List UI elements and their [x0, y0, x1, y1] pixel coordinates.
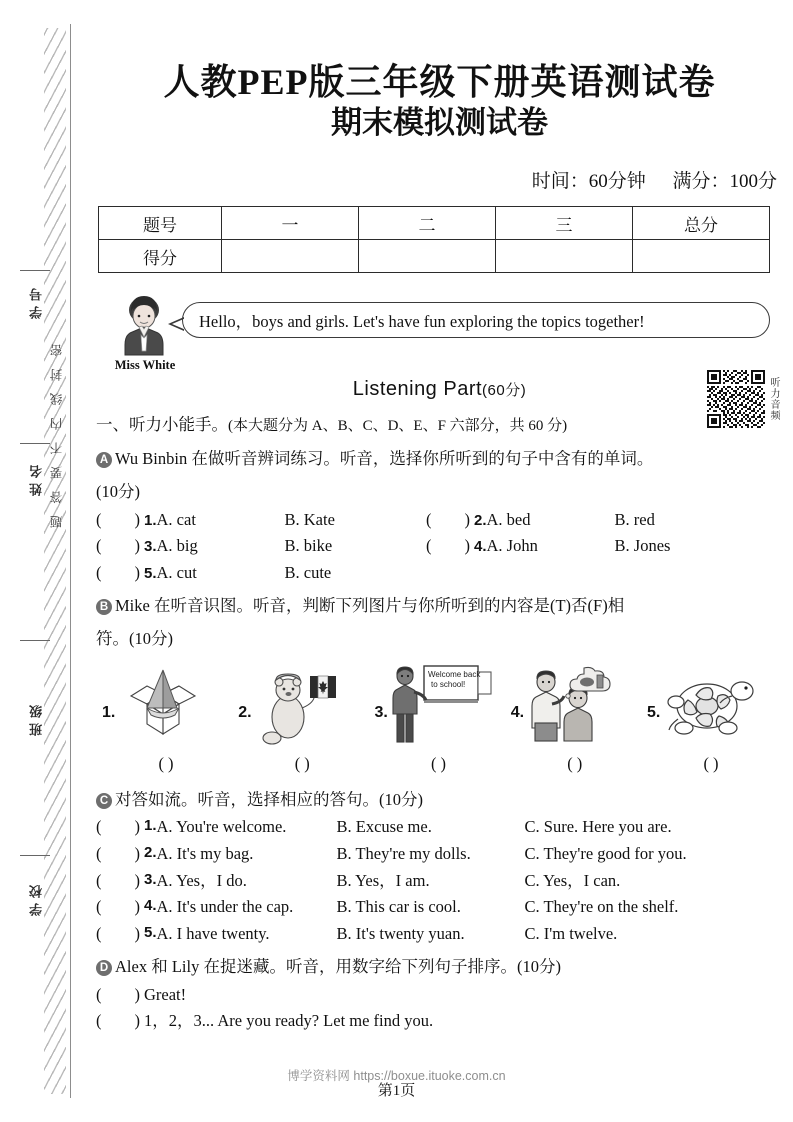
item-number: 5.: [144, 565, 157, 583]
option-b[interactable]: B. They're my dolls.: [336, 844, 471, 864]
section-c-heading: [96, 787, 781, 814]
option-c[interactable]: C. Yes，I can.: [524, 870, 621, 890]
item-number: 5.: [144, 924, 157, 942]
question-row: [96, 507, 781, 534]
option-a[interactable]: A. It's my bag.: [156, 844, 254, 864]
section-b-text2: 符。: [96, 628, 129, 648]
two-boys-thought-bubble-icon: [526, 662, 626, 748]
teacher-at-whiteboard-icon: [390, 662, 496, 748]
option-b[interactable]: B. Excuse me.: [336, 817, 432, 837]
option-b[interactable]: B. bike: [284, 536, 333, 556]
picture-answer-blank[interactable]: ( ): [567, 754, 583, 774]
question-item[interactable]: ( ) 5.A. cut B. cute: [96, 560, 426, 587]
option-a[interactable]: A. bed: [486, 509, 531, 529]
question-row[interactable]: ( ) 2. A. It's my bag. B. They're my dolls. C. They're good for you.: [96, 841, 781, 868]
section-marker-c: C: [96, 793, 112, 809]
footer-watermark: 博学资料网 https://boxue.ituoke.com.cn: [287, 1069, 506, 1083]
sidebar-label-class: 班级: [29, 700, 44, 736]
score-cell-1[interactable]: [222, 240, 359, 273]
question-item[interactable]: ( ) 2.A. bed B. red: [426, 507, 756, 534]
section-d-heading: [96, 954, 781, 981]
section-a-text: Wu Binbin 在做听音辨词练习。听音，选择你所听到的句子中含有的单词。: [115, 449, 654, 469]
listening-part-points: (60分): [482, 382, 527, 400]
option-b[interactable]: B. This car is cool.: [336, 897, 461, 917]
option-b[interactable]: B. red: [614, 509, 655, 529]
score-table: [98, 206, 770, 273]
order-sentence: 1，2，3... Are you ready? Let me find you.: [144, 1011, 434, 1031]
teacher-name: Miss White: [114, 358, 176, 373]
sidebar-seal-text: 题答要不内线封密: [50, 332, 64, 528]
item-number: 3.: [144, 870, 157, 888]
exam-full-score: 满分：100分: [672, 171, 777, 193]
order-sentence: Great!: [144, 984, 187, 1004]
exam-time: 时间：60分钟: [531, 171, 646, 193]
option-a[interactable]: A. You're welcome.: [156, 817, 287, 837]
picture-1: [102, 658, 230, 748]
question-item[interactable]: ( ) 4.A. John B. Jones: [426, 533, 756, 560]
audio-qr-block[interactable]: [707, 370, 779, 428]
speech-bubble: [182, 302, 770, 338]
option-b[interactable]: B. Jones: [614, 536, 671, 556]
exam-page: [86, 0, 793, 1122]
question-row[interactable]: ( ) 5. A. I have twenty. B. It's twenty yuan. C. I'm twelve.: [96, 921, 781, 948]
question-row[interactable]: ( ) 1，2，3... Are you ready? Let me find you.: [96, 1008, 781, 1035]
item-number: 4.: [474, 538, 487, 556]
question-row: [96, 533, 781, 560]
question-item[interactable]: ( ) 1.A. cat B. Kate: [96, 507, 426, 534]
whiteboard-line-2: to school!: [430, 680, 466, 690]
hatch-strip: [44, 28, 66, 1094]
score-header-label: 题号: [99, 207, 222, 240]
score-header-2: 二: [359, 207, 496, 240]
qr-code-icon[interactable]: [707, 370, 765, 428]
question-row: [96, 560, 781, 587]
big-question-1-text: 一、听力小能手。: [96, 415, 228, 435]
option-c[interactable]: C. They're on the shelf.: [524, 897, 679, 917]
sidebar-seam: [20, 640, 50, 641]
score-cell-3[interactable]: [496, 240, 633, 273]
section-b-points: (10分): [129, 628, 173, 648]
picture-row: [102, 658, 775, 748]
option-c[interactable]: C. I'm twelve.: [524, 924, 618, 944]
score-header-total: 总分: [633, 207, 770, 240]
qr-label: 听力音频: [768, 377, 779, 421]
sidebar-seam: [20, 270, 50, 271]
picture-answer-blank[interactable]: ( ): [158, 754, 174, 774]
picture-5: [647, 658, 775, 748]
picture-2: [238, 658, 366, 748]
picture-answer-row: [102, 750, 775, 778]
item-number: 4.: [144, 897, 157, 915]
sidebar-seam: [20, 855, 50, 856]
picture-answer-blank[interactable]: ( ): [430, 754, 447, 774]
section-d-points: (10分): [516, 956, 561, 976]
sidebar-vertical-rule: [70, 24, 71, 1098]
turtle-icon: [662, 662, 762, 748]
section-a-points: (10分): [96, 481, 140, 501]
item-number: 1.: [144, 817, 157, 835]
open-box-with-boat-icon: [117, 662, 209, 748]
item-number: 1.: [144, 511, 157, 529]
section-b-heading-cont: [96, 626, 781, 653]
table-row: [99, 207, 770, 240]
question-row[interactable]: ( ) 1. A. You're welcome. B. Excuse me. C. Sure. Here you are.: [96, 814, 781, 841]
binding-sidebar: [0, 0, 86, 1122]
picture-index: 4.: [510, 703, 525, 721]
option-a[interactable]: A. big: [156, 536, 198, 556]
listening-part-heading: [86, 378, 793, 401]
option-a[interactable]: A. Yes，I do.: [156, 870, 247, 890]
teacher-illustration: [108, 293, 186, 373]
question-item[interactable]: ( ) 3.A. big B. bike: [96, 533, 426, 560]
section-marker-a: A: [96, 452, 112, 468]
section-c-points: (10分): [379, 789, 423, 809]
page-number: 第1页: [377, 1083, 416, 1099]
listening-part-title: Listening Part: [352, 378, 483, 401]
table-row: [99, 240, 770, 273]
section-marker-b: B: [96, 599, 112, 615]
exam-meta: [86, 166, 793, 193]
section-b-heading: [96, 593, 781, 620]
sidebar-seam: [20, 443, 50, 444]
item-number: 2.: [144, 844, 157, 862]
picture-3: [375, 658, 503, 748]
option-b[interactable]: B. cute: [284, 563, 332, 583]
option-b[interactable]: B. Kate: [284, 509, 335, 529]
picture-4: [511, 658, 639, 748]
picture-index: 3.: [374, 703, 388, 721]
score-header-1: 一: [222, 207, 359, 240]
page-title-line1: 人教PEP版三年级下册英语测试卷: [163, 62, 716, 102]
question-row[interactable]: ( ) Great!: [96, 982, 781, 1009]
question-row[interactable]: ( ) 4. A. It's under the cap. B. This car is cool. C. They're on the shelf.: [96, 894, 781, 921]
sidebar-label-school: 学校: [29, 880, 44, 916]
big-question-1: [96, 411, 781, 440]
item-number: 2.: [474, 511, 487, 529]
page-title-line2: 期末模拟测试卷: [331, 105, 548, 141]
big-question-1-note: (本大题分为 A、B、C、D、E、F 六部分，共 60 分): [228, 418, 568, 435]
score-header-3: 三: [496, 207, 633, 240]
exam-body: [96, 411, 781, 1035]
sidebar-label-student-id: 学号: [29, 283, 44, 319]
speech-text: Hello，boys and girls. Let's have fun exploring the topics together!: [199, 312, 645, 332]
picture-index: 1.: [102, 703, 116, 721]
whiteboard-line-1: Welcome back: [427, 670, 481, 680]
option-a[interactable]: A. cut: [156, 563, 197, 583]
sidebar-label-name: 姓名: [29, 460, 44, 496]
section-b-text: Mike 在听音识图。听音，判断下列图片与你所听到的内容是(T)否(F)相: [115, 595, 625, 615]
beaver-with-canada-flag-icon: [254, 662, 346, 748]
option-b[interactable]: B. It's twenty yuan.: [336, 924, 465, 944]
option-a[interactable]: A. John: [486, 536, 538, 556]
score-cell-total[interactable]: [633, 240, 770, 273]
item-number: 3.: [144, 538, 157, 556]
option-b[interactable]: B. Yes，I am.: [336, 870, 430, 890]
option-c[interactable]: C. Sure. Here you are.: [524, 817, 672, 837]
section-c-text: 对答如流。听音，选择相应的答句。: [115, 789, 379, 809]
section-d-text: Alex 和 Lily 在捉迷藏。听音，用数字给下列句子排序。: [115, 956, 517, 976]
option-a[interactable]: A. cat: [156, 509, 196, 529]
picture-answer-blank[interactable]: ( ): [294, 754, 310, 774]
question-row[interactable]: ( ) 3. A. Yes，I do. B. Yes，I am. C. Yes，I can.: [96, 868, 781, 895]
option-a[interactable]: A. I have twenty.: [156, 924, 270, 944]
picture-answer-blank[interactable]: ( ): [703, 754, 719, 774]
section-marker-d: D: [96, 960, 112, 976]
teacher-speech-row: [108, 293, 793, 375]
picture-index: 2.: [238, 703, 252, 721]
score-cell-2[interactable]: [359, 240, 496, 273]
score-row-label: 得分: [99, 240, 222, 273]
option-a[interactable]: A. It's under the cap.: [156, 897, 294, 917]
picture-index: 5.: [647, 703, 661, 721]
section-a-heading: [96, 446, 781, 473]
option-c[interactable]: C. They're good for you.: [524, 844, 687, 864]
